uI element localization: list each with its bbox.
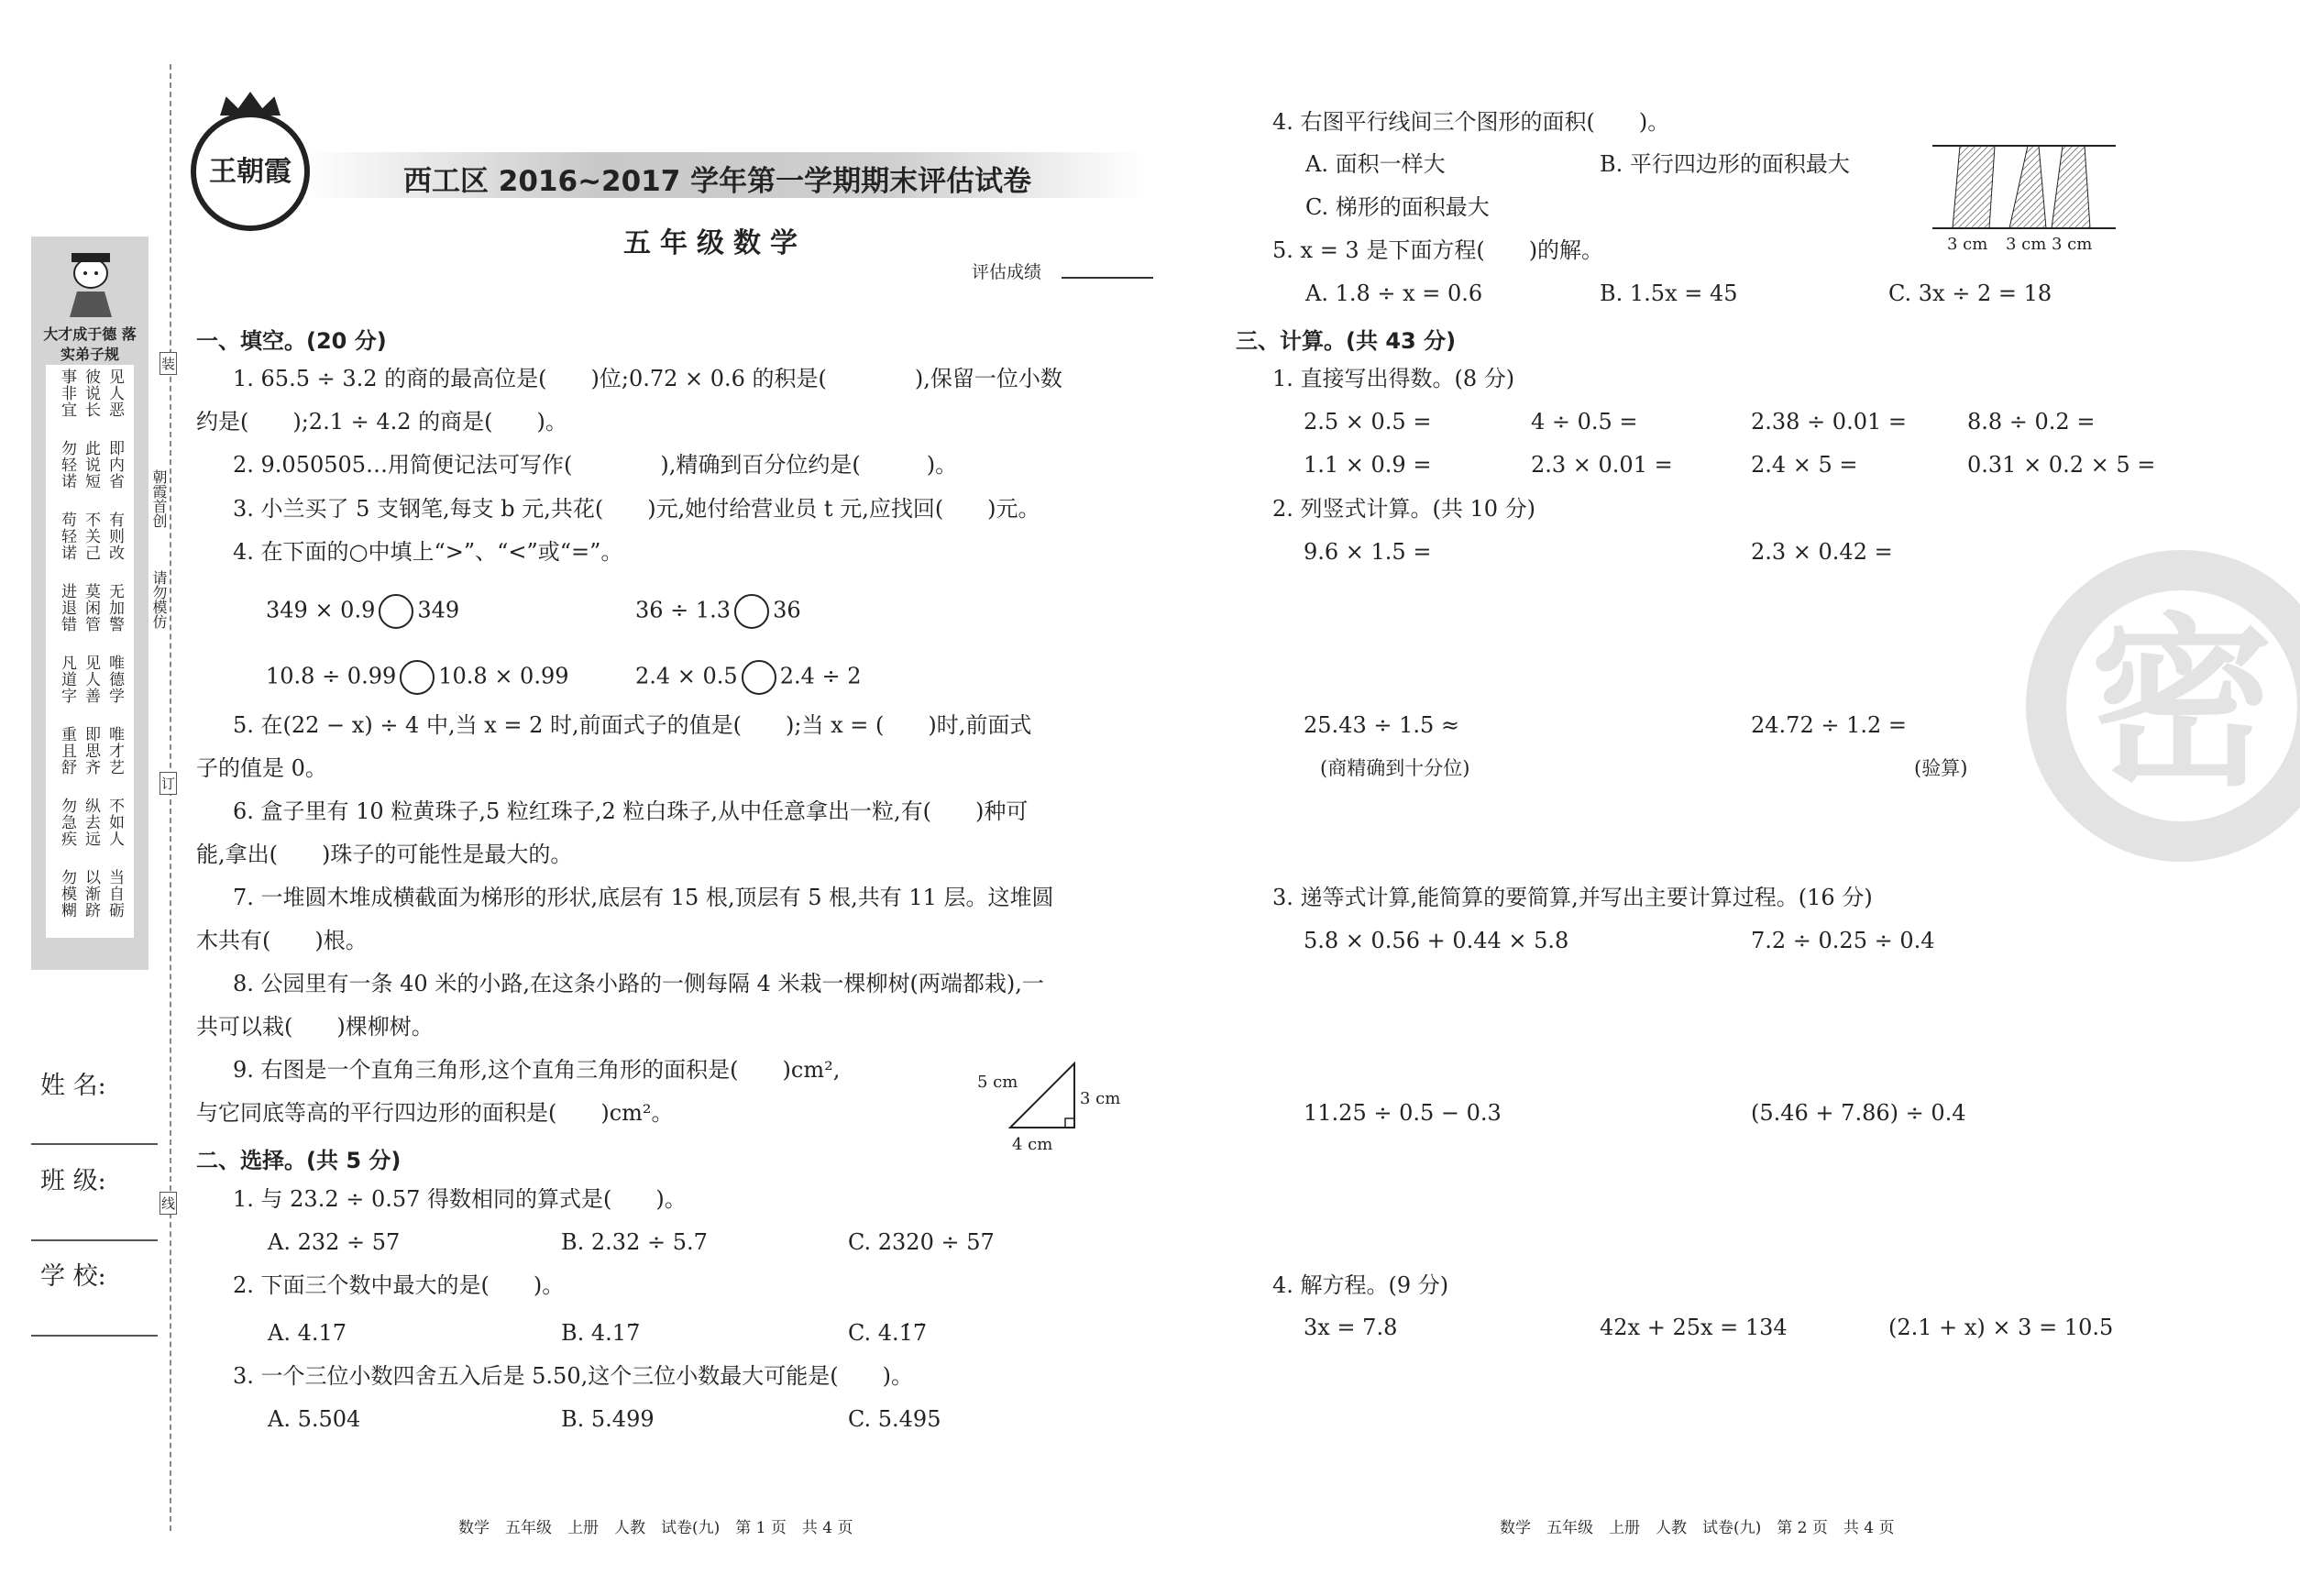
calc-item: 11.25 ÷ 0.5 − 0.3 [1304,1100,1502,1126]
compare-item: 36 ÷ 1.3 36 [635,594,801,629]
equation-item: (2.1 + x) × 3 = 10.5 [1888,1315,2114,1340]
choice-option[interactable]: C. 2320 ÷ 57 [848,1229,995,1255]
motto: 不关己 [82,512,100,561]
motto-panel [46,365,134,938]
class-label: 班 级: [40,1167,106,1195]
question-text: 4. 解方程。(9 分) [1272,1272,1449,1298]
question-text: 1. 直接写出得数。(8 分) [1272,366,1515,391]
motto: 纵去远 [82,798,100,847]
equation-item: 3x = 7.8 [1304,1315,1398,1340]
calc-note: (商精确到十分位) [1320,757,1470,779]
question-text: 共可以栽( )棵柳树。 [196,1014,434,1040]
choice-option[interactable]: A. 面积一样大 [1305,151,1446,177]
answer-circle[interactable] [379,594,413,629]
equation-item: 42x + 25x = 134 [1600,1315,1788,1340]
page-footer: 数学 五年级 上册 人教 试卷(九) 第 1 页 共 4 页 [458,1519,853,1537]
motto: 莫闲管 [82,583,100,633]
calc-item: 4 ÷ 0.5 = [1531,409,1638,435]
logo-text: 王朝霞 [209,156,292,188]
motto: 有则改 [105,512,124,561]
side-note: 请勿模仿 [150,570,168,629]
question-text: 约是( );2.1 ÷ 4.2 的商是( )。 [196,409,567,435]
motto: 即内省 [105,440,124,490]
calc-item: 8.8 ÷ 0.2 = [1967,409,2096,435]
calc-item: 25.43 ÷ 1.5 ≈ [1304,712,1459,738]
question-text: 木共有( )根。 [196,928,368,953]
question-text: 能,拿出( )珠子的可能性是最大的。 [196,842,573,867]
logo [191,112,310,231]
name-field[interactable] [31,1143,158,1145]
choice-option[interactable]: C. 3x ÷ 2 = 18 [1888,281,2052,306]
motto: 见人恶 [105,369,124,418]
answer-circle[interactable] [734,594,769,629]
calc-item: 0.31 × 0.2 × 5 = [1967,452,2156,478]
scholar-icon [59,246,123,319]
question-text: 8. 公园里有一条 40 米的小路,在这条小路的一侧每隔 4 米栽一棵柳树(两端都栽),一 [233,971,1044,996]
motto: 彼说长 [82,369,100,418]
choice-option[interactable]: B. 5.499 [561,1406,655,1432]
watermark-seal: 密 [2026,550,2300,862]
choice-option[interactable]: A. 232 ÷ 57 [268,1229,401,1255]
motto: 无加警 [105,583,124,633]
motto: 当自砺 [105,869,124,919]
right-triangle-figure [1008,1062,1082,1129]
motto-sidebar [31,237,149,970]
calc-item: 24.72 ÷ 1.2 = [1751,712,1907,738]
name-label: 姓 名: [40,1072,106,1100]
question-text: 3. 递等式计算,能简算的要简算,并写出主要计算过程。(16 分) [1272,885,1873,910]
question-text: 9. 右图是一个直角三角形,这个直角三角形的面积是( )cm², [233,1057,841,1083]
calc-item: 2.3 × 0.42 = [1751,539,1893,565]
seal-mark: 装 [160,352,177,375]
parallel-shapes-figure [1932,143,2116,231]
motto: 勿急疾 [58,798,76,847]
calc-note: (验算) [1914,757,1968,779]
motto: 重且舒 [58,726,76,776]
class-field[interactable] [31,1239,158,1241]
motto: 即思齐 [82,726,100,776]
choice-option[interactable]: B. 1.5x = 45 [1600,281,1738,306]
motto: 凡道字 [58,655,76,704]
calc-item: 2.3 × 0.01 = [1531,452,1673,478]
sidebar-heading: 大才成于德 落实弟子规 [43,325,137,363]
question-text: 6. 盒子里有 10 粒黄珠子,5 粒红珠子,2 粒白珠子,从中任意拿出一粒,有( )种可 [233,798,1029,824]
calc-item: 2.4 × 5 = [1751,452,1858,478]
question-text: 5. 在(22 − x) ÷ 4 中,当 x = 2 时,前面式子的值是( );当 x = ( )时,前面式 [233,712,1032,738]
question-text: 子的值是 0。 [196,755,327,781]
exam-title: 西工区 2016~2017 学年第一学期期末评估试卷 [403,165,1032,198]
seal-mark: 线 [160,1192,177,1215]
question-text: 3. 小兰买了 5 支钢笔,每支 b 元,共花( )元,她付给营业员 t 元,应找回( )元。 [233,496,1040,522]
motto: 进退错 [58,583,76,633]
motto: 事非宜 [58,369,76,418]
school-field[interactable] [31,1335,158,1337]
question-text: 2. 列竖式计算。(共 10 分) [1272,496,1536,522]
choice-option[interactable]: B. 4.17̇ [561,1320,641,1346]
answer-circle[interactable] [742,660,776,695]
choice-option[interactable]: B. 2.32 ÷ 5.7 [561,1229,708,1255]
score-label: 评估成绩 [972,262,1042,282]
calc-item: 1.1 × 0.9 = [1304,452,1432,478]
page-footer: 数学 五年级 上册 人教 试卷(九) 第 2 页 共 4 页 [1500,1519,1895,1537]
compare-item: 2.4 × 0.5 2.4 ÷ 2 [635,660,862,695]
motto: 以渐跻 [82,869,100,919]
triangle-label: 4 cm [1012,1135,1053,1154]
motto: 此说短 [82,440,100,490]
calc-item: 2.38 ÷ 0.01 = [1751,409,1907,435]
question-text: 4. 右图平行线间三个图形的面积( )。 [1272,109,1670,135]
section-heading: 三、计算。(共 43 分) [1236,328,1457,354]
calc-item: (5.46 + 7.86) ÷ 0.4 [1751,1100,1966,1126]
side-note: 朝霞首创 [150,469,168,528]
triangle-label: 5 cm [977,1073,1018,1092]
question-text: 2. 9.050505…用简便记法可写作( ),精确到百分位约是( )。 [233,452,958,478]
school-label: 学 校: [40,1262,106,1291]
compare-item: 349 × 0.9 349 [266,594,459,629]
score-field[interactable] [1062,277,1153,279]
seal-mark: 订 [160,772,177,795]
question-text: 2. 下面三个数中最大的是( )。 [233,1272,565,1298]
shape-label: 3 cm [2052,235,2093,254]
question-text: 1. 65.5 ÷ 3.2 的商的最高位是( )位;0.72 × 0.6 的积是( ),保留一位小数 [233,366,1062,391]
question-text: 5. x = 3 是下面方程( )的解。 [1272,237,1604,263]
choice-option[interactable]: A. 5.504 [268,1406,361,1432]
question-text: 7. 一堆圆木堆成横截面为梯形的形状,底层有 15 根,顶层有 5 根,共有 11 层。这堆圆 [233,885,1054,910]
section-heading: 二、选择。(共 5 分) [196,1148,402,1173]
choice-option[interactable]: C. 4.1̇7̇ [848,1320,928,1346]
motto: 唯才艺 [105,726,124,776]
shape-label: 3 cm [1947,235,1988,254]
motto: 苟轻诺 [58,512,76,561]
section-heading: 一、填空。(20 分) [196,328,387,354]
calc-item: 7.2 ÷ 0.25 ÷ 0.4 [1751,928,1935,953]
choice-option[interactable]: C. 5.495 [848,1406,941,1432]
answer-circle[interactable] [400,660,435,695]
question-text: 与它同底等高的平行四边形的面积是( )cm²。 [196,1100,674,1126]
question-text: 3. 一个三位小数四舍五入后是 5.50,这个三位小数最大可能是( )。 [233,1363,913,1389]
motto: 勿模糊 [58,869,76,919]
crown-icon [220,92,281,116]
question-text: 1. 与 23.2 ÷ 0.57 得数相同的算式是( )。 [233,1186,687,1212]
motto: 见人善 [82,655,100,704]
question-text: 4. 在下面的○中填上“>”、“<”或“=”。 [233,539,623,565]
motto: 勿轻诺 [58,440,76,490]
motto: 不如人 [105,798,124,847]
subject-title: 五年级数学 [623,227,807,259]
choice-option[interactable]: A. 4.17 [268,1320,347,1346]
calc-item: 2.5 × 0.5 = [1304,409,1432,435]
triangle-label: 3 cm [1080,1089,1121,1108]
calc-item: 9.6 × 1.5 = [1304,539,1432,565]
compare-item: 10.8 ÷ 0.99 10.8 × 0.99 [266,660,569,695]
binding-line [170,64,171,1531]
choice-option[interactable]: A. 1.8 ÷ x = 0.6 [1305,281,1483,306]
calc-item: 5.8 × 0.56 + 0.44 × 5.8 [1304,928,1569,953]
shape-label: 3 cm [2006,235,2047,254]
choice-option[interactable]: B. 平行四边形的面积最大 [1600,151,1850,177]
choice-option[interactable]: C. 梯形的面积最大 [1305,194,1490,220]
motto: 唯德学 [105,655,124,704]
